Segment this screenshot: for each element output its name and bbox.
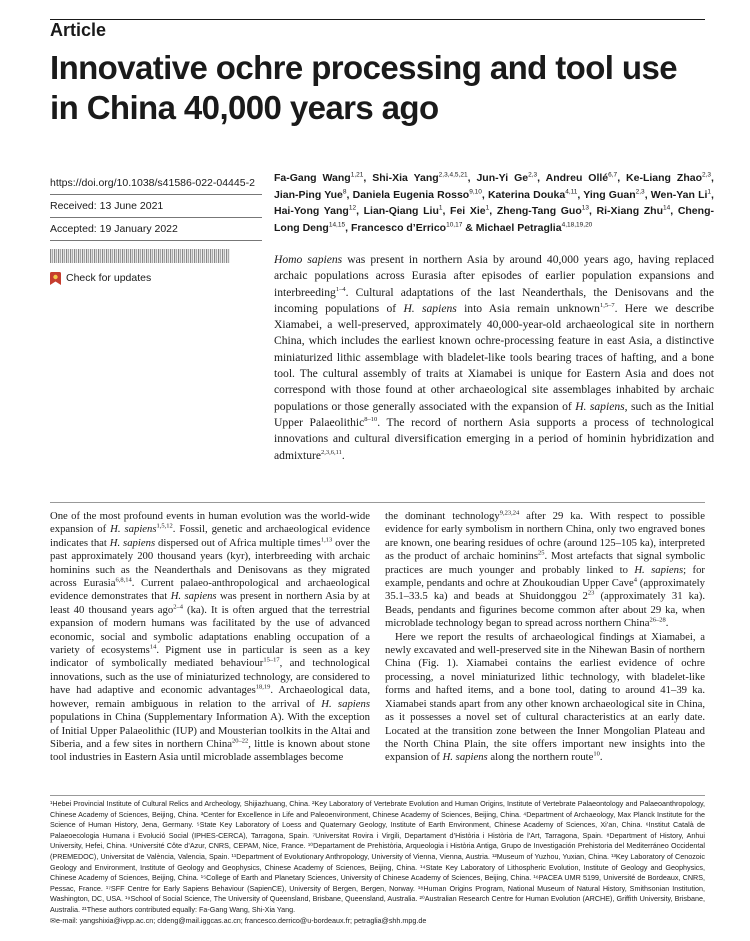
author-name: Francesco d’Errico [350,221,447,234]
text-run: . [665,617,669,630]
author-name: Shi-Xia Yang [372,172,439,184]
author [476,172,537,184]
italic-text: H. sapiens [634,563,684,576]
citation-sup: 8–10 [364,416,378,424]
abstract [274,252,714,464]
doi-link[interactable]: https://doi.org/10.1038/s41586-022-04445-2 [50,177,255,189]
author-name: Daniela Eugenia Rosso [352,188,470,201]
citation-sup: 6,8,14 [115,576,132,584]
text-run: , such as the Initial Upper Palaeolithic [274,399,714,429]
text-run: . Current palaeo-anthropological and archaeological evidence demonstrates that [50,577,370,603]
author-name: Ying Guan [583,188,636,201]
author-name: Lian-Qiang Liu [363,205,439,217]
author-name: Jian-Ping Yue [274,188,343,201]
received-date: Received: 13 June 2021 [50,195,262,218]
citation-sup: 1,5,12 [156,522,173,530]
doi-row [50,172,262,195]
text-run: after 29 ka. With respect to possible evidence for early symbolism in northern China, only two engraved bones are known, one bearing residues of ochre (around 125–105 ka), interpreted as the product of archaic hominins [385,510,705,563]
author-affiliation-sup: 12 [348,204,357,212]
affiliations-text: ¹Hebei Provincial Institute of Cultural Relics and Archeology, Shijiazhuang, China. ²Key Laboratory of Vertebrate Evolution and Human Origins, Institute of Vertebrate Palaeontology and Palaeoanthropology, Chinese Academy of Sciences, Beijing, China. ³Center for Excellence in Life and Paleoenvironment, Chinese Academy of Sciences, Beijing, China. ⁴Department of Archaeology, Max Planck Institute for the Science of Human History, Jena, Germany. ⁵State Key Laboratory of Loess and Quaternary Geology, Institute of Earth Environment, Chinese Academy of Sciences, Xi’an, China. ⁶Institut Català de Palaeoecologia Humana i Evolució Social (IPHES-CERCA), Tarragona, Spain. ⁷Universitat Rovira i Virgili, Departament d’Història i Història de l’Art, Tarragona, Spain. ⁸Department of History, Anhui University, Hefei, China. ⁹Université Côte d’Azur, CNRS, CEPAM, Nice, France. ¹⁰Departament de Prehistòria, Arqueologia i Història Antiga, Grupo de Investigación Prehistoria del Mediterráneo Occidental (PREMEDOC), Universitat de València, Valencia, Spain. ¹¹Department of Evolutionary Anthropology, University of Vienna, Vienna, Austria. ¹²Museum of Yuzhou, Yuxian, China. ¹³Key Laboratory of Cenozoic Geology and Environment, Institute of Geology and Geophysics, Chinese Academy of Sciences, Beijing, China. ¹⁴State Key Laboratory of Lithospheric Evolution, Institute of Geology and Geophysics, Chinese Academy of Sciences, Beijing, China. ¹⁵College of Earth and Planetary Sciences, University of Chinese Academy of Sciences, Beijing, China. ¹⁶PACEA UMR 5199, Université de Bordeaux, CNRS, Pessac, France. ¹⁷SFF Centre for Early Sapiens Behaviour (SapienCE), University of Bergen, Bergen, Norway. ¹⁸Human Origins Program, National Museum of Natural History, Smithsonian Institution, Washington, DC, USA. ¹⁹School of Social Science, The University of Queensland, Brisbane, Queensland, Australia. ²⁰Australian Research Centre for Human Evolution (ARCHE), Griffith University, Brisbane, Australia. ²¹These authors contributed equally: Fa-Gang Wang, Shi-Xia Yang. [50,799,705,914]
author-name: Jun-Yi Ge [476,172,529,184]
author [583,189,644,201]
body-column-left [50,510,370,765]
text-run: . [599,751,603,764]
citation-sup: 9,23,24 [499,509,520,517]
author-affiliation-sup: 2,3 [635,188,645,195]
text-run: populations in China (Supplementary Information A). With the exception of Initial Upper Palaeolithic (IUP) and Mousterian toolkits in the Altai and Siberia, and a few sites in northern China [50,711,370,750]
author-affiliation-sup: 6,7 [608,171,618,179]
text-run: . Most artefacts that signal symbolic practices are much younger and probably linked to [385,550,705,576]
author-affiliation-sup: 8 [342,188,347,195]
citation-sup: 18,19 [255,683,271,691]
author-affiliation-sup: 1 [438,204,443,212]
text-run: Here we report the results of archaeological findings at Xiamabei, a newly excavated and well-preserved site in the Nihewan Basin of northern China (Fig. 1). Xiamabei contains the earliest evidence of ochre processing, a novel miniaturized lithic technology, with bladelet-like forms and hafted items, and a bone tool, dating to around 41–39 ka. Xiamabei stands apart from any other known archaeological site in China, as it possesses a novel set of cultural characteristics at an early date. Located at the transition zone between the Inner Mongolian Plateau and the North China Plain, the site offers important new insights into the expansion of [385,630,705,764]
author-affiliation-sup: 2,3 [528,171,538,179]
author [476,222,593,234]
redacted-barcode [50,249,230,263]
citation-sup: 10 [593,750,600,758]
author-name: Wen-Yan Li [650,188,708,201]
check-for-updates-icon [50,272,61,285]
author [626,172,711,184]
text-run: . Cultural adaptations of the last Neanderthals, the Denisovans and the incoming populations of [274,285,714,315]
author-name: Hai-Yong Yang [274,205,349,217]
text-run: the dominant technology [385,510,500,522]
author-name: Michael Petraglia [475,221,562,234]
author-affiliation-sup: 4,18,19,20 [561,221,593,228]
check-for-updates-button[interactable] [50,269,262,287]
accepted-date: Accepted: 19 January 2022 [50,218,262,241]
text-run: over the past approximately 200 thousand years (kyr), interbreeding with archaic hominins such as the Neanderthals and Denisovans as they migrated across Eurasia [50,536,371,590]
italic-text: H. sapiens [442,751,488,764]
citation-sup: 23 [587,589,595,597]
author [497,205,589,217]
author [274,172,363,184]
article-type-label: Article [50,20,107,40]
contact-emails: ✉e-mail: yangshixia@ivpp.ac.cn; cldeng@mail.iggcas.ac.cn; francesco.derrico@u-bordeaux.fr; petraglia@shh.mpg.de [50,915,427,925]
italic-text: H. sapiens [575,399,625,413]
citation-sup: 2–4 [173,603,183,611]
text-run: was present in northern Asia by at least 40 thousand years ago [50,590,370,616]
body-paragraph [385,631,705,765]
author-name: Katerina Douka [487,188,566,201]
header-rule [50,19,705,20]
italic-text: H. sapiens [109,536,156,549]
text-run: . Fossil, genetic and archaeological evidence indicates that [50,523,370,549]
text-run: (approximately 35.1–33.5 ka) and beads at Shuidonggou 2 [385,577,705,603]
author-affiliation-sup: 14,15 [328,221,346,228]
author [353,189,482,201]
citation-sup: 1–4 [335,285,346,293]
author-name: Andreu Ollé [545,172,609,184]
author-affiliation-sup: 14 [663,204,671,212]
author [450,205,489,217]
author [274,205,356,217]
citation-sup: 1,5–7 [599,302,615,310]
italic-text: H. sapiens [110,523,157,536]
text-run: . The record of northern Asia supports a process of technological innovations and cultural diversification emerging in a period of hominin hybridization and admixture [274,415,714,462]
citation-sup: 14 [149,643,157,651]
author-affiliation-sup: 4,11 [565,188,578,195]
citation-sup: 26–28 [649,616,666,624]
author [546,172,618,184]
text-run: into Asia remain unknown [456,301,600,315]
citation-sup: 25 [538,549,545,557]
author-affiliation-sup: 2,3 [701,171,712,179]
footnote-rule [50,795,705,796]
author [351,222,462,234]
article-meta [50,172,262,287]
text-run: along the northern route [487,751,594,764]
text-run: , and technological innovations, such as the use of miniaturized technology, are considered to have had adaptive and economic advantages [50,657,370,697]
author-affiliation-sup: 1,21 [350,171,364,179]
citation-sup: 2,3,6,11 [321,448,342,456]
text-run: . Archaeological data, however, remain ambiguous in relation to the arrival of [50,684,370,710]
italic-text: H. sapiens [321,697,370,710]
author [488,189,577,201]
text-run: (ka). It is often argued that the terrestrial expansion of modern humans was facilitated by the use of advanced economic, social and symbolic adaptations enabling occupation of a variety of ecosystems [50,603,371,657]
citation-sup: 20–22 [231,737,249,745]
text-run: . Here we describe Xiamabei, a well-preserved, approximately 40,000-year-old archaeological site in northern China, which includes the earliest known ochre-processing feature in east Asia, a distinctive miniaturized lithic assemblage with bladelet-like tools bearing traces of hafting, and a bone tool. The cultural assembly of traits at Xiamabei is unique for Eastern Asia and does not correspond with those found at other archaeological site assemblages inhabited by archaic populations or those generally associated with the expansion of [274,301,715,413]
text-run: . Pigment use in particular is seen as a key indicator of symbolically mediated behaviour [50,644,370,670]
author-name: Cheng-Long Deng [274,205,714,234]
author-affiliation-sup: 10,17 [446,221,463,228]
text-run: (approximately 31 ka). Beads, pendants and figurines become common after about 29 ka, when microblade technology began to spread across northern China [385,590,705,630]
text-run: was present in northern Asia by around 40,000 years ago, having replaced archaic populations across Eurasia after episodes of earlier population expansions and interbreeding [274,253,714,299]
text-run: One of the most profound events in human evolution was the world-wide expansion of [50,510,370,536]
citation-sup: 1,13 [320,536,333,544]
author-list: Fa-Gang Wang$^{1,21}$, Shi-Xia Yang$^{2,3,4,5,21}$, Jun-Yi Ge$^{2,3}$, Andreu Ollé$^{6,7}$, Ke-Liang Zhao$^{2,3}$, Jian-Ping Yue$^8$, Daniela Eugenia Rosso$^{9,10}$, Katerina Douka$^{4,11}$, Ying Guan$^{2,3}$, Wen-Yan Li$^1$, Hai-Yong Yang$^{12}$, Lian-Qiang Liu$^1$, Fei Xie$^1$, Zheng-Tang Guo$^{13}$, Ri-Xiang Zhu$^{14}$, Cheng-Long Deng$^{14,15}$, Francesco d’Errico$^{10,17}$ & Michael Petraglia$^{4,18,19,20}$ [274,171,714,234]
author-affiliation-sup: 1 [485,204,490,212]
author-affiliation-sup: 9,10 [469,188,482,195]
author-name: Fei Xie [450,205,486,217]
author-affiliation-sup: 1 [707,188,712,195]
text-run: , little is known about stone tool industries in Eastern Asia until microblade assemblages become [50,737,370,764]
italic-text: H. sapiens [403,301,457,315]
body-paragraph [385,510,705,631]
affiliations-footnotes [50,799,705,926]
body-paragraph [50,510,370,765]
author-name: Ri-Xiang Zhu [596,205,664,217]
author [274,189,347,201]
author-name: Zheng-Tang Guo [496,205,582,217]
author [651,189,711,201]
author-name: Ke-Liang Zhao [626,172,702,184]
text-run: ; for example, pendants and ochre at Zhoukoudian Upper Cave [385,563,705,590]
author-name: Fa-Gang Wang [274,172,351,184]
citation-sup: 15–17 [263,656,280,664]
author-affiliation-sup: 2,3,4,5,21 [438,171,468,179]
text-run: . [341,448,345,462]
article-title: Innovative ochre processing and tool use in China 40,000 years ago [50,49,677,126]
citation-sup: 4 [633,576,637,584]
abstract-rule [50,502,705,503]
author [364,205,443,217]
check-for-updates-label: Check for updates [66,272,152,284]
author [372,172,467,184]
italic-text: H. sapiens [170,590,217,603]
text-run: dispersed out of Africa multiple times [155,536,321,549]
author-affiliation-sup: 13 [581,204,589,212]
body-column-right [385,510,705,765]
italic-text: Homo sapiens [274,253,343,266]
author [597,205,671,217]
